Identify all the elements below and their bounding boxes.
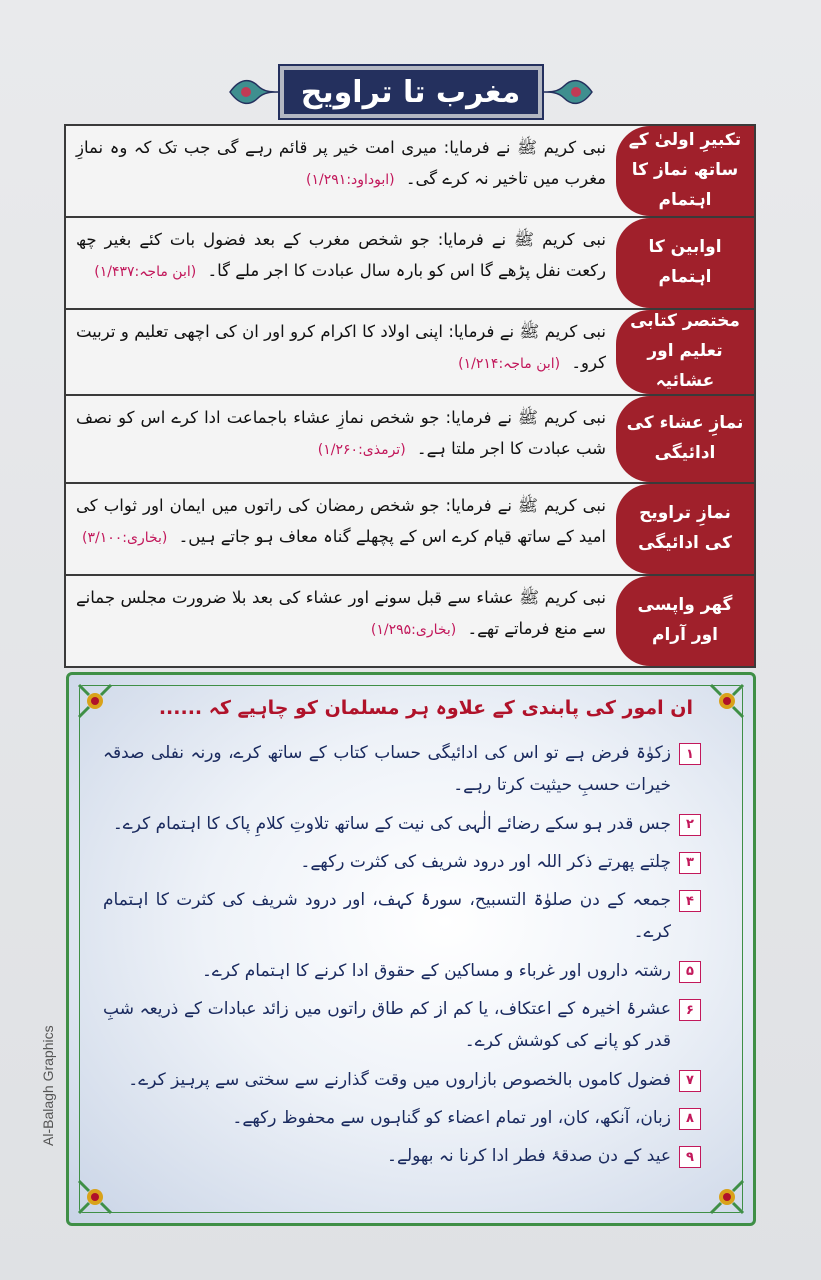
table-row [66, 484, 754, 576]
item-text: جمعہ کے دن صلوٰۃ التسبیح، سورۂ کہف، اور درود شریف کی کثرت کا اہتمام کرے۔ [103, 890, 671, 943]
hadith-text: نبی کریم ﷺ نے فرمایا: جو شخص نمازِ عشاء باجماعت ادا کرے اس کو نصف شب عبادت کا اجر ملتا ہے۔ [76, 408, 606, 459]
page-title: مغرب تا تراویح [280, 66, 542, 118]
list-item [103, 993, 701, 1058]
table-row [66, 126, 754, 218]
hadith-text: نبی کریم ﷺ نے فرمایا: اپنی اولاد کا اکرام کرو اور ان کی اچھی تعلیم و تربیت کرو۔ [76, 322, 606, 373]
row-label: نمازِ عشاء کی ادائیگی [616, 396, 754, 482]
row-label: تکبیرِ اولیٰ کے ساتھ نماز کا اہتمام [616, 126, 754, 216]
panel-heading: ان امور کی پابندی کے علاوہ ہر مسلمان کو چاہیے کہ ...... [158, 697, 693, 719]
list-item [103, 737, 701, 802]
guidance-list [103, 737, 701, 1179]
list-item [103, 1140, 701, 1172]
floral-corner-icon [707, 1177, 747, 1217]
item-number: ۷ [679, 1070, 701, 1092]
table-row [66, 218, 754, 310]
list-item [103, 808, 701, 840]
row-text [66, 396, 616, 482]
item-text: عشرۂ اخیرہ کے اعتکاف، یا کم از کم طاق راتوں میں زائد عبادات کے ذریعہ شبِ قدر کو پانے کی کوشش کرے۔ [103, 999, 671, 1052]
item-number: ۲ [679, 814, 701, 836]
floral-corner-icon [75, 1177, 115, 1217]
row-text [66, 218, 616, 308]
item-text: فضول کاموں بالخصوص بازاروں میں وقت گذارنے سے سختی سے پرہیز کرے۔ [128, 1069, 671, 1090]
hadith-text: نبی کریم ﷺ عشاء سے قبل سونے اور عشاء کی بعد بلا ضرورت مجلس جمانے سے منع فرماتے تھے۔ [76, 588, 606, 639]
hadith-text: نبی کریم ﷺ نے فرمایا: جو شخص مغرب کے بعد فضول بات کئے بغیر چھ رکعت نفل پڑھے گا اس کو بارہ سال عبادت کا اجر ملے گا۔ [76, 230, 606, 281]
table-row [66, 576, 754, 666]
arabesque-ornament-icon [542, 72, 594, 112]
item-number: ۸ [679, 1108, 701, 1130]
hadith-text: نبی کریم ﷺ نے فرمایا: میری امت خیر پر قائم رہے گی جب تک کہ وہ نمازِ مغرب میں تاخیر نہ کرے گی۔ [76, 138, 606, 189]
hadith-reference: (ترمذی:۱/۲۶۰) [317, 442, 406, 459]
row-label: گھر واپسی اور آرام [616, 576, 754, 666]
item-number: ۱ [679, 743, 701, 765]
title-banner [0, 64, 821, 120]
publisher-watermark: Al-Balagh Graphics [40, 1025, 56, 1146]
hadith-reference: (بخاری:۱/۲۹۵) [370, 622, 457, 639]
row-text [66, 484, 616, 574]
list-item [103, 846, 701, 878]
hadith-reference: (ابن ماجہ:۱/۲۱۴) [458, 356, 561, 373]
guidance-panel [66, 672, 756, 1226]
row-text [66, 576, 616, 666]
list-item [103, 1102, 701, 1134]
item-number: ۳ [679, 852, 701, 874]
row-label: نمازِ تراویح کی ادائیگی [616, 484, 754, 574]
item-text: چلتے پھرتے ذکر اللہ اور درود شریف کی کثرت رکھے۔ [300, 851, 671, 872]
item-text: جس قدر ہو سکے رضائے الٰہی کی نیت کے ساتھ تلاوتِ کلامِ پاک کا اہتمام کرے۔ [112, 813, 671, 834]
item-text: رشتہ داروں اور غرباء و مساکین کے حقوق ادا کرنے کا اہتمام کرے۔ [201, 960, 671, 981]
schedule-table [64, 124, 756, 668]
item-text: زکوٰۃ فرض ہے تو اس کی ادائیگی حساب کتاب کے ساتھ کرے، ورنہ نفلی صدقہ خیرات حسبِ حیثیت کرتا رہے۔ [103, 743, 671, 796]
item-text: زبان، آنکھ، کان، اور تمام اعضاء کو گناہوں سے محفوظ رکھے۔ [232, 1107, 671, 1128]
hadith-reference: (ابن ماجہ:۱/۴۳۷) [94, 264, 197, 281]
hadith-text: نبی کریم ﷺ نے فرمایا: جو شخص رمضان کی راتوں میں ایمان اور ثواب کی امید کے ساتھ قیام کرے اس کے پچھلے گناہ معاف ہو جاتے ہیں۔ [76, 496, 606, 547]
floral-corner-icon [707, 681, 747, 721]
table-row [66, 396, 754, 484]
item-text: عید کے دن صدقۂ فطر ادا کرنا نہ بھولے۔ [387, 1146, 671, 1167]
row-label: اوابین کا اہتمام [616, 218, 754, 308]
arabesque-ornament-icon [228, 72, 280, 112]
row-text [66, 126, 616, 216]
item-number: ۵ [679, 961, 701, 983]
item-number: ۶ [679, 999, 701, 1021]
item-number: ۴ [679, 890, 701, 912]
floral-corner-icon [75, 681, 115, 721]
item-number: ۹ [679, 1146, 701, 1168]
hadith-reference: (بخاری:۳/۱۰۰) [82, 530, 168, 547]
hadith-reference: (ابوداود:۱/۲۹۱) [306, 172, 395, 189]
row-text [66, 310, 616, 394]
table-row [66, 310, 754, 396]
list-item [103, 955, 701, 987]
list-item [103, 884, 701, 949]
row-label: مختصر کتابی تعلیم اور عشائیہ [616, 310, 754, 394]
list-item [103, 1064, 701, 1096]
